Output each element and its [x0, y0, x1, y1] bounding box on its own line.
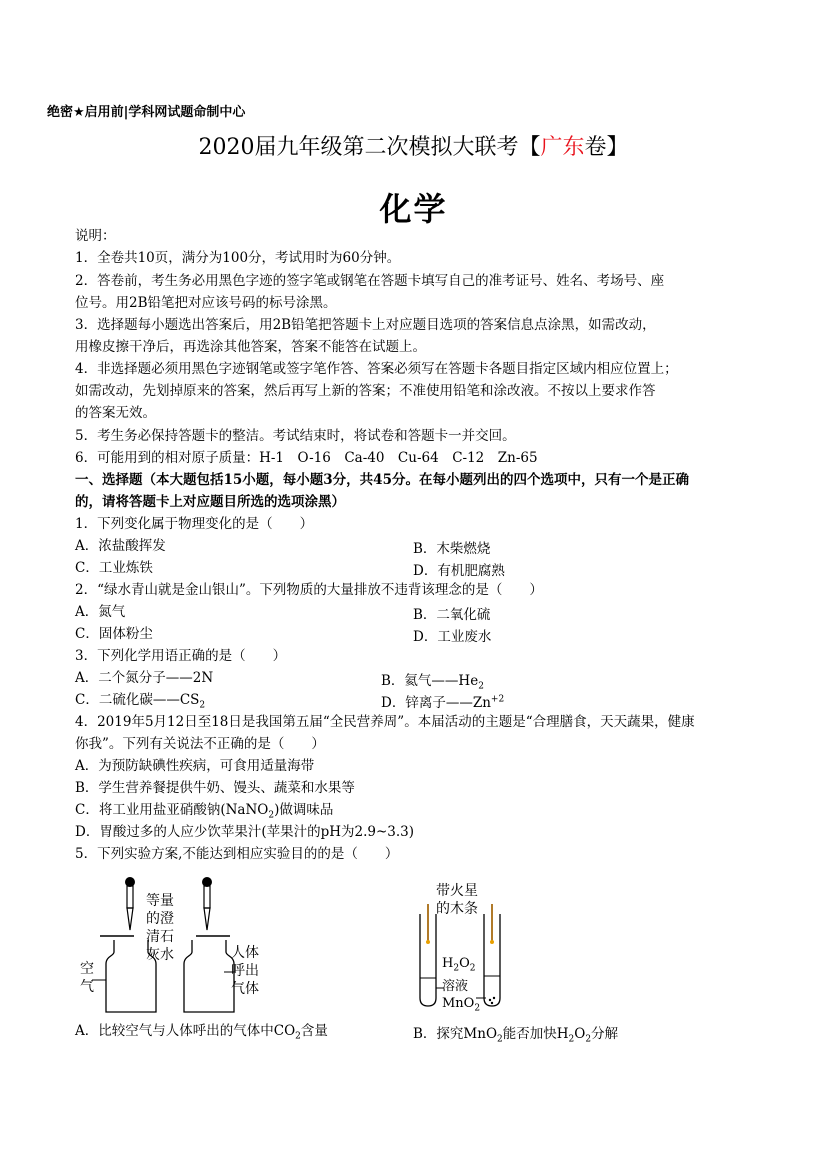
caption-part: 能否加快H	[502, 1026, 569, 1042]
confidential-label: 绝密★启用前|学科网试题命制中心	[47, 105, 246, 120]
caption-part: 含量	[300, 1023, 328, 1039]
label-line: 呼出	[231, 963, 259, 979]
dropper-tip-left	[127, 908, 133, 930]
label-line: 清石	[146, 929, 174, 945]
label-limewater	[146, 892, 174, 964]
instruction-line: 2．答卷前，考生务必用黑色字迹的签字笔或钢笔在答题卡填写自己的准考证号、姓名、考场号、座	[75, 273, 665, 289]
instructions-heading: 说明：	[75, 228, 116, 244]
caption-part: A．比较空气与人体呼出的气体中CO	[75, 1023, 296, 1039]
question-4-option-b: B．学生营养餐提供牛奶、馒头、蔬菜和水果等	[75, 780, 355, 796]
label-line: 灰水	[146, 947, 174, 963]
label-mno2	[442, 995, 480, 1018]
label-line: 的木条	[436, 901, 478, 917]
instruction-line: 5．考生务必保持答题卡的整洁。考试结束时，将试卷和答题卡一并交回。	[75, 428, 516, 444]
option-b-text: B．氦气——He	[381, 673, 479, 689]
label-solution: 溶液	[442, 978, 469, 994]
question-1-option-a: A．浓盐酸挥发	[75, 538, 166, 554]
question-2-option-a: A．氮气	[75, 604, 126, 620]
instruction-line: 6．可能用到的相对原子质量：H-1 O-16 Ca-40 Cu-64 C-12 Zn-65	[75, 450, 538, 466]
instruction-line: 4．非选择题必须用黑色字迹钢笔或签字笔作答、答案必须写在答题卡各题目指定区域内相应位置上；	[75, 361, 678, 377]
option-c-pre: C．将工业用盐亚硝酸钠(NaNO	[75, 802, 269, 818]
option-d-text: D．锌离子——Zn	[381, 695, 491, 711]
question-2-option-d: D．工业废水	[413, 629, 492, 645]
question-3-option-a: A．二个氮分子——2N	[75, 670, 214, 686]
dropper-tip-right	[204, 908, 210, 930]
section-heading: 一、选择题（本大题包括15小题，每小题3分，共45分。在每小题列出的四个选项中，只有一个是正确	[75, 472, 689, 488]
label-line: 气体	[231, 981, 259, 997]
caption-part: B．探究MnO	[413, 1026, 498, 1042]
instruction-line: 位号。用2B铅笔把对应该号码的标号涂黑。	[75, 295, 337, 311]
question-5-option-a	[75, 1022, 328, 1046]
label-line: 人体	[231, 945, 259, 961]
exam-title	[0, 130, 827, 161]
label-part: 2	[453, 963, 460, 974]
instruction-line: 用橡皮擦干净后，再选涂其他答案，答案不能答在试题上。	[75, 339, 426, 355]
label-line: 带火星	[436, 883, 478, 899]
label-line: 气	[80, 979, 94, 995]
question-4-stem: 4．2019年5月12日至18日是我国第五届“全民营养周”。本届活动的主题是“合理膳食，天天蔬果，健康	[75, 714, 695, 730]
instruction-line: 的答案无效。	[75, 405, 156, 421]
label-line: 空	[80, 961, 94, 977]
label-part: MnO	[442, 995, 475, 1011]
label-line: 等量	[146, 893, 174, 909]
question-1-option-b: B．木柴燃烧	[413, 541, 491, 557]
label-part: 2	[469, 963, 476, 974]
option-c-post: )做调味品	[274, 802, 334, 818]
option-c-sub: 2	[268, 810, 275, 821]
caption-part: 2	[295, 1031, 301, 1042]
question-3-option-c	[75, 691, 205, 715]
caption-part: 2	[568, 1034, 575, 1045]
instruction-line: 1．全卷共10页，满分为100分，考试用时为60分钟。	[75, 250, 401, 266]
title-end: 卷】	[584, 135, 629, 160]
label-h2o2	[442, 955, 480, 978]
dropper-tube-left	[127, 886, 133, 908]
question-4-stem-cont: 你我”。下列有关说法不正确的是（ ）	[75, 736, 325, 752]
question-1-option-c: C．工业炼铁	[75, 560, 153, 576]
question-3-option-d	[381, 691, 504, 711]
label-part: O	[459, 956, 470, 971]
caption-part: O	[574, 1026, 586, 1042]
ember-left	[426, 940, 430, 944]
subject-title: 化学	[379, 190, 448, 228]
dropper-tube-right	[204, 886, 210, 908]
instruction-line: 3．选择题每小题选出答案后，用2B铅笔把答题卡上对应题目选项的答案信息点涂黑，如需改动，	[75, 317, 656, 333]
caption-part: 2	[497, 1034, 503, 1045]
caption-part: 2	[585, 1034, 592, 1045]
ember-right	[490, 940, 494, 944]
option-d-sup: +2	[490, 694, 505, 705]
label-h2o2-solution	[442, 955, 480, 1017]
question-2-option-c: C．固体粉尘	[75, 626, 153, 642]
question-4-option-c	[75, 801, 333, 825]
instruction-line: 如需改动，先划掉原来的答案，然后再写上新的答案；不准使用铅笔和涂改液。不按以上要求作答	[75, 383, 656, 399]
title-region: 广东	[540, 135, 585, 160]
label-line: 的澄	[146, 911, 174, 927]
label-part: H	[442, 956, 454, 971]
question-3-stem: 3．下列化学用语正确的是（ ）	[75, 648, 287, 664]
question-1-stem: 1．下列变化属于物理变化的是（ ）	[75, 516, 314, 532]
question-4-option-a: A．为预防缺碘性疾病，可食用适量海带	[75, 758, 315, 774]
option-c-text: C．二硫化碳——CS	[75, 692, 200, 708]
title-main: 2020届九年级第二次模拟大联考【	[198, 135, 541, 160]
option-c-sub: 2	[199, 700, 206, 711]
section-heading-cont: 的，请将答题卡上对应题目所选的选项涂黑）	[75, 494, 345, 510]
question-1-option-d: D．有机肥腐熟	[413, 563, 505, 579]
question-5-option-b	[413, 1022, 618, 1045]
question-2-stem: 2．“绿水青山就是金山银山”。下列物质的大量排放不违背该理念的是（ ）	[75, 582, 543, 598]
option-b-sub: 2	[478, 681, 484, 692]
label-exhaled-gas	[231, 944, 259, 998]
question-2-option-b: B．二氧化硫	[413, 607, 491, 623]
label-glowing-splint	[436, 882, 478, 918]
label-part: 2	[474, 1003, 481, 1014]
question-4-option-d: D．胃酸过多的人应少饮苹果汁(苹果汁的pH为2.9~3.3)	[75, 824, 415, 840]
question-5-stem: 5．下列实验方案,不能达到相应实验目的的是（ ）	[75, 846, 399, 862]
question-3-option-b	[381, 669, 484, 692]
caption-part: 分解	[591, 1026, 619, 1042]
bottle-right	[184, 940, 234, 1012]
label-air	[80, 960, 94, 996]
